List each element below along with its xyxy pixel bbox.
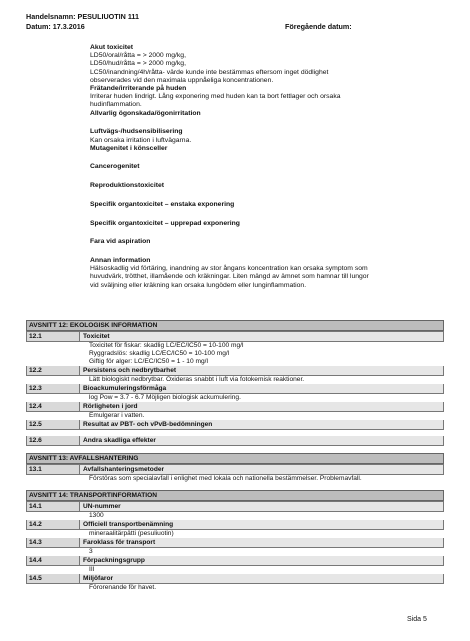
subsection-row bbox=[26, 574, 444, 584]
subsection-number: 12.2 bbox=[27, 366, 80, 375]
toxicology-text: LD50/hud/råtta = > 2000 mg/kg, bbox=[90, 60, 186, 68]
subsection-number: 14.4 bbox=[27, 556, 80, 565]
trade-name: Handelsnamn: PESULIUOTIN 111 bbox=[26, 12, 140, 21]
subsection-number: 14.1 bbox=[27, 502, 80, 511]
section-heading: AVSNITT 12: EKOLOGISK INFORMATION bbox=[26, 320, 444, 331]
subsection-number: 14.3 bbox=[27, 538, 80, 547]
subsection-row bbox=[26, 556, 444, 566]
subsection-title: Resultat av PBT- och vPvB-bedömningen bbox=[80, 420, 443, 429]
toxicology-text: LD50/oral/råtta = > 2000 mg/kg, bbox=[90, 52, 186, 60]
subsection-row bbox=[26, 331, 444, 342]
toxicology-heading: Cancerogenitet bbox=[90, 163, 140, 171]
subsection-number: 14.2 bbox=[27, 520, 80, 529]
subsection-title: Andra skadliga effekter bbox=[80, 436, 443, 445]
section-heading: AVSNITT 13: AVFALLSHANTERING bbox=[26, 453, 444, 464]
blank-line bbox=[90, 190, 440, 201]
toxicology-text: Irriterar huden lindrigt. Lång exponering med huden kan ta bort fettlager och orsaka bbox=[90, 93, 341, 101]
toxicology-heading: Frätande/irriterande på huden bbox=[90, 85, 187, 93]
toxicology-heading: Annan information bbox=[90, 256, 151, 264]
subsection-title: Bioackumuleringsförmåga bbox=[80, 384, 443, 393]
subsection-text: 3 bbox=[89, 548, 93, 555]
subsection-title: Persistens och nedbrytbarhet bbox=[80, 366, 443, 375]
blank-line bbox=[90, 246, 440, 257]
subsection-body bbox=[26, 376, 444, 384]
subsection-text: mineraalitärpätti (pesuliuotin) bbox=[89, 530, 174, 537]
document-header bbox=[26, 12, 352, 31]
subsection-text: III bbox=[89, 566, 95, 573]
subsection-title: Toxicitet bbox=[80, 332, 443, 341]
toxicology-text: hudinflammation. bbox=[90, 101, 142, 109]
toxicology-heading: Fara vid aspiration bbox=[90, 238, 151, 246]
subsection-title: Officiell transportbenämning bbox=[80, 520, 443, 529]
subsection-number: 12.3 bbox=[27, 384, 80, 393]
subsection-body bbox=[26, 584, 444, 592]
subsection-number: 14.5 bbox=[27, 574, 80, 583]
previous-date: Föregående datum: bbox=[285, 21, 352, 31]
subsection-body bbox=[26, 512, 444, 520]
subsection-text: Förorenande för havet. bbox=[89, 584, 157, 591]
subsection-body bbox=[26, 566, 444, 574]
subsection-text: Ryggradslös: skadlig LC/EC/IC50 = 10-100 mg/l bbox=[89, 350, 230, 357]
blank-line bbox=[90, 153, 440, 164]
subsection-text: Giftig för alger: LC/EC/IC50 = 1 - 10 mg/l bbox=[89, 358, 208, 365]
subsection-row bbox=[26, 402, 444, 412]
document-date: Datum: 17.3.2016 bbox=[26, 21, 85, 31]
toxicology-text: vid sväljning eller kräkning kan orsaka lungödem eller lunginflammation. bbox=[90, 281, 307, 289]
subsection-number: 12.6 bbox=[27, 436, 80, 445]
toxicology-heading: Specifik organtoxicitet – enstaka exponering bbox=[90, 200, 235, 208]
subsection-title: Faroklass för transport bbox=[80, 538, 443, 547]
toxicology-heading: Mutagenitet i könsceller bbox=[90, 144, 168, 152]
subsection-title: Avfallshanteringsmetoder bbox=[80, 465, 443, 474]
subsection-title: Förpackningsgrupp bbox=[80, 556, 443, 565]
subsection-row bbox=[26, 384, 444, 394]
toxicology-text: LC50/inandning/4h/råtta- värde kunde inte bestämmas eftersom inget dödlighet bbox=[90, 68, 329, 76]
subsection-number: 13.1 bbox=[27, 465, 80, 474]
sections-table bbox=[26, 320, 444, 592]
subsection-body bbox=[26, 548, 444, 556]
subsection-row bbox=[26, 464, 444, 475]
subsection-body bbox=[26, 475, 444, 483]
subsection-body bbox=[26, 412, 444, 420]
subsection-text: 1300 bbox=[89, 512, 104, 519]
subsection-row bbox=[26, 520, 444, 530]
subsection-text: log Pow = 3.7 - 6.7 Möjligen biologisk ackumulering. bbox=[89, 394, 241, 401]
blank-line bbox=[90, 172, 440, 183]
subsection-number: 12.5 bbox=[27, 420, 80, 429]
toxicology-heading: Akut toxicitet bbox=[90, 44, 134, 51]
subsection-text: Emulgerar i vatten. bbox=[89, 412, 145, 419]
subsection-body bbox=[26, 342, 444, 366]
subsection-text: Lätt biologiskt nedbrytbar. Oxideras snabbt i luft via fotokemisk reaktioner. bbox=[89, 376, 305, 383]
subsection-title: UN-nummer bbox=[80, 502, 443, 511]
subsection-text: Förstöras som specialavfall i enlighet med lokala och nationella bestämmelser. Problemavfall. bbox=[89, 475, 362, 482]
page-number: Sida 5 bbox=[407, 616, 427, 623]
subsection-body bbox=[26, 530, 444, 538]
subsection-title: Miljöfaror bbox=[80, 574, 443, 583]
section-heading: AVSNITT 14: TRANSPORTINFORMATION bbox=[26, 490, 444, 501]
toxicology-heading: Luftvägs-/hudsensibilisering bbox=[90, 128, 183, 136]
subsection-row bbox=[26, 436, 444, 446]
blank-line bbox=[90, 118, 440, 129]
toxicology-text: Kan orsaka irritation i luftvägarna. bbox=[90, 136, 192, 144]
toxicology-heading: Specifik organtoxicitet – upprepad exponering bbox=[90, 219, 240, 227]
subsection-row bbox=[26, 420, 444, 430]
subsection-body bbox=[26, 394, 444, 402]
subsection-row bbox=[26, 538, 444, 548]
toxicology-text: Hälsoskadlig vid förtäring, inandning av stor ångans koncentration kan orsaka symptom som bbox=[90, 265, 368, 273]
toxicology-text: huvudvärk, trötthet, illamående och kräkningar. Liten mängd av ämnet som hamnar till lungor bbox=[90, 273, 369, 281]
subsection-number: 12.1 bbox=[27, 332, 80, 341]
toxicology-heading: Allvarlig ögonskada/ögonirritation bbox=[90, 109, 201, 117]
toxicology-section bbox=[90, 44, 440, 290]
subsection-title: Rörligheten i jord bbox=[80, 402, 443, 411]
blank-line bbox=[90, 209, 440, 220]
toxicology-heading: Reproduktionstoxicitet bbox=[90, 182, 165, 190]
blank-line bbox=[90, 228, 440, 239]
subsection-number: 12.4 bbox=[27, 402, 80, 411]
subsection-row bbox=[26, 501, 444, 512]
subsection-text: Toxicitet för fiskar: skadlig LC/EC/IC50 = 10-100 mg/l bbox=[89, 342, 244, 349]
subsection-row bbox=[26, 366, 444, 376]
toxicology-text: observerades vid den maximala uppnåeliga koncentrationen. bbox=[90, 76, 274, 84]
